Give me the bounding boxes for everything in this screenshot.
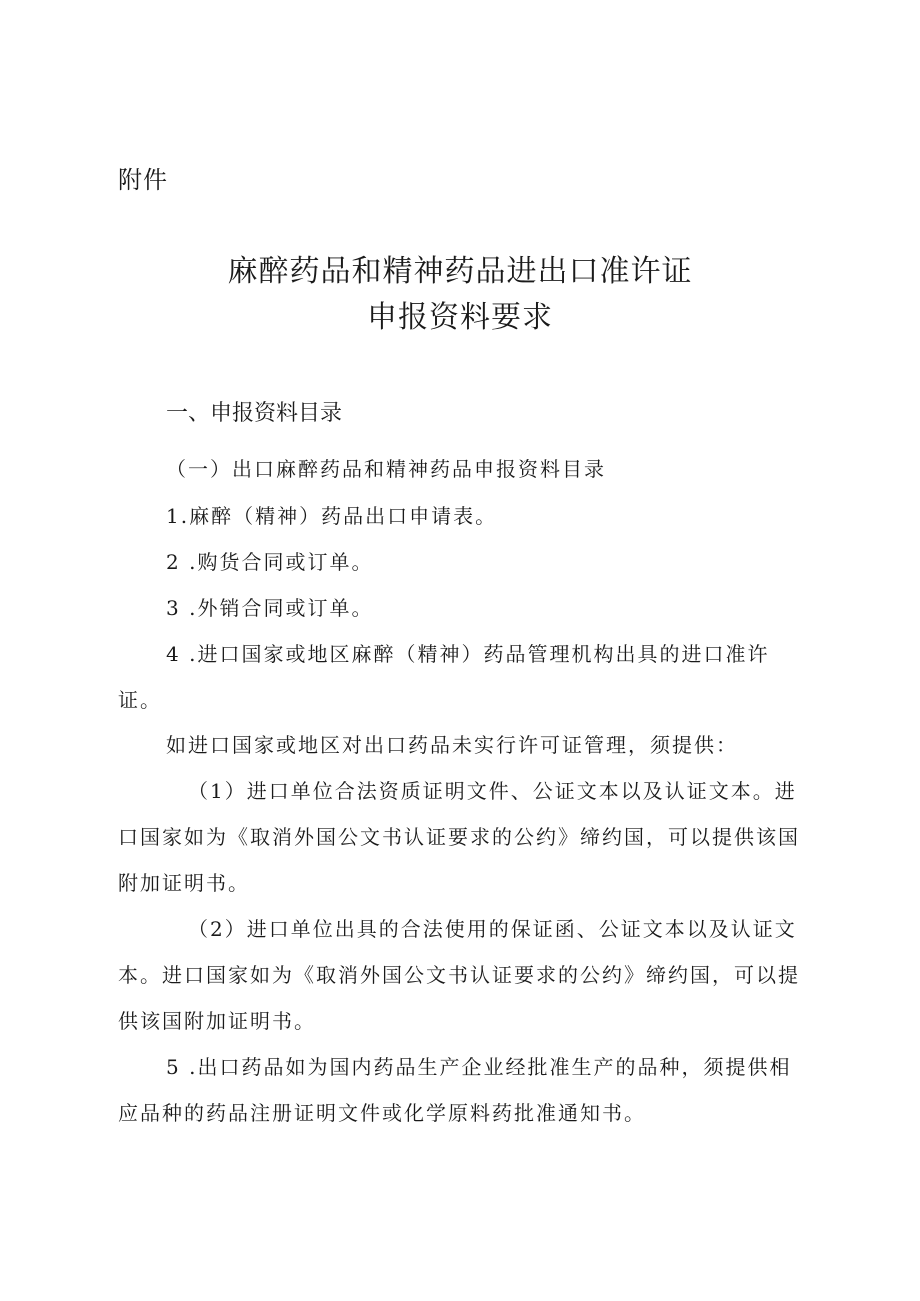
note-paragraph: 如进口国家或地区对出口药品未实行许可证管理，须提供： [166,733,738,757]
list-item-4: 4 .进口国家或地区麻醉（精神）药品管理机构出具的进口准许证。 [118,642,770,712]
document-title-line-2: 申报资料要求 [367,300,553,335]
sub-item-1: （1）进口单位合法资质证明文件、公证文本以及认证文本。进口国家如为《取消外国公文书认证要求的公约》缔约国，可以提供该国附加证明书。 [118,779,800,895]
list-item-1: 1.麻醉（精神）药品出口申请表。 [166,504,498,528]
list-item-3: 3 .外销合同或订单。 [166,596,374,620]
document-title-line-1: 麻醉药品和精神药品进出口准许证 [227,254,693,289]
section-heading: 一、申报资料目录 [166,401,343,426]
attachment-label: 附件 [118,166,168,194]
sub-item-2: （2）进口单位出具的合法使用的保证函、公证文本以及认证文本。进口国家如为《取消外国公文书认证要求的公约》缔约国，可以提供该国附加证明书。 [118,917,800,1033]
sub-heading: （一）出口麻醉药品和精神药品申报资料目录 [166,457,606,481]
list-item-2: 2 .购货合同或订单。 [166,550,374,574]
list-item-5: 5 .出口药品如为国内药品生产企业经批准生产的品种，须提供相应品种的药品注册证明文件或化学原料药批准通知书。 [118,1055,792,1125]
